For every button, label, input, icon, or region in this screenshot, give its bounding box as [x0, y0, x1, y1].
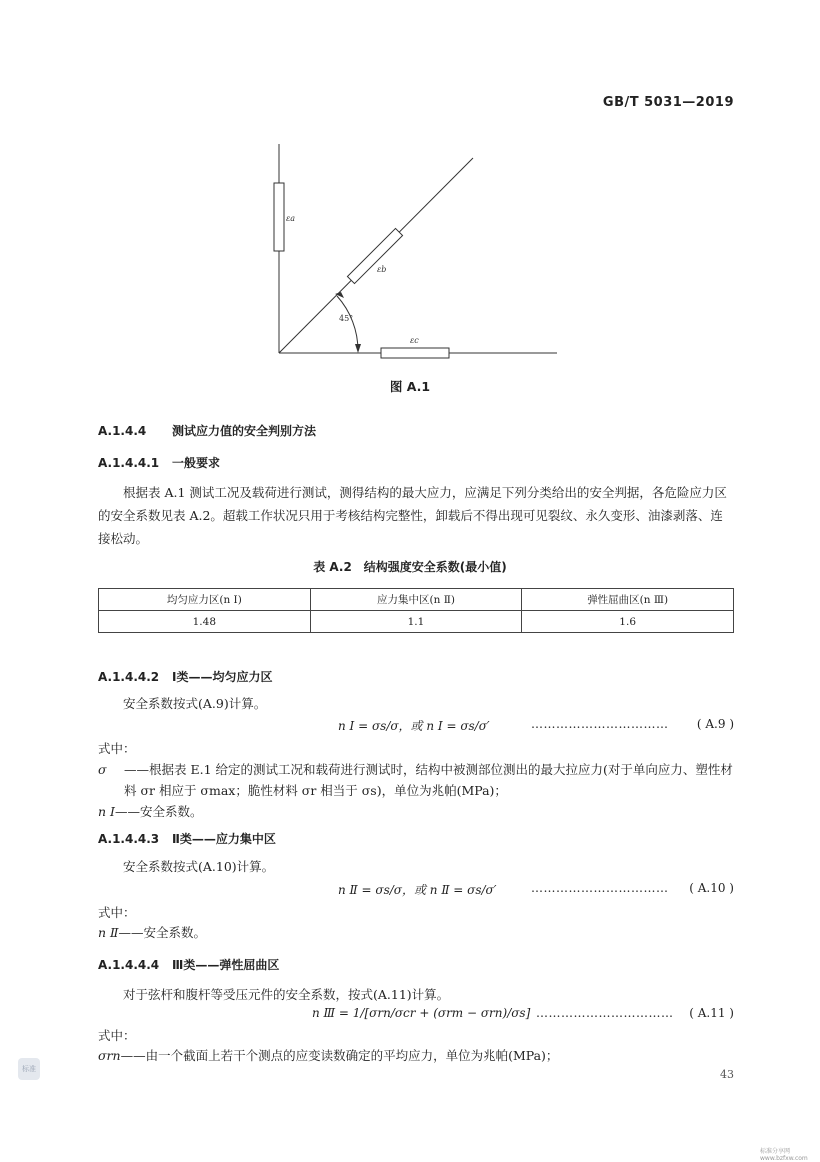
- gauge-a-label: εa: [286, 214, 296, 223]
- definition-text: ——由一个截面上若干个测点的应变读数确定的平均应力，单位为兆帕(MPa)；: [120, 1048, 559, 1063]
- angle-arc: [337, 296, 358, 351]
- definition-sigma-rn: [98, 1045, 734, 1066]
- gauge-a-rect: [274, 183, 284, 251]
- definition-text: ——安全系数。: [114, 804, 203, 819]
- equation-a11: n Ⅲ = 1/[σrn/σcr + (σrm − σrn)/σs]: [312, 1006, 531, 1020]
- section-heading-a14442: [98, 668, 272, 685]
- table-row: [99, 611, 734, 633]
- angle-label: 45°: [339, 314, 354, 323]
- definition-n1: [98, 801, 734, 822]
- page-number: 43: [720, 1068, 734, 1081]
- gauge-b-rect: [347, 228, 402, 283]
- equation-tag: ( A.10 ): [689, 881, 734, 895]
- table-cell: 1.48: [99, 611, 311, 633]
- table-header-row: [99, 589, 734, 611]
- general-requirements-paragraph: 根据表 A.1 测试工况及载荷进行测试，测得结构的最大应力，应满足下列分类给出的安全判据，各危险应力区的安全系数见表 A.2。超载工作状况只用于考核结构完整性，卸载后不得出现可见裂纹、永久变形、油漆剥落、连接松动。: [98, 485, 727, 546]
- table-caption: 表 A.2 结构强度安全系数(最小值): [313, 560, 507, 574]
- equation-intro: 安全系数按式(A.10)计算。: [123, 859, 275, 874]
- table-cell: 1.1: [310, 611, 522, 633]
- definition-text: ——安全系数。: [118, 925, 207, 940]
- section-title: Ⅱ类——应力集中区: [172, 832, 276, 846]
- section-number: A.1.4.4.4: [98, 958, 160, 972]
- standard-number: GB/T 5031—2019: [602, 95, 734, 110]
- section-heading-a1444: [98, 422, 316, 439]
- section-number: A.1.4.4.2: [98, 670, 160, 684]
- section-heading-a14441: [98, 454, 220, 471]
- gauge-c-rect: [381, 348, 449, 358]
- where-label: 式中：: [98, 905, 136, 920]
- figure-caption: 图 A.1: [389, 379, 431, 394]
- equation-intro: 对于弦杆和腹杆等受压元件的安全系数，按式(A.11)计算。: [123, 987, 450, 1002]
- where-label: 式中：: [98, 741, 136, 756]
- equation-a10: n Ⅱ = σs/σ，或 n Ⅱ = σs/σ′: [338, 883, 497, 897]
- equation-leader-dots: ……………………………: [531, 717, 669, 731]
- section-title: 测试应力值的安全判别方法: [172, 424, 317, 438]
- section-title: Ⅰ类——均匀应力区: [172, 670, 273, 684]
- equation-tag: ( A.9 ): [696, 717, 734, 731]
- where-label: 式中：: [98, 1028, 136, 1043]
- table-header-cell: 应力集中区(n Ⅱ): [310, 589, 522, 611]
- table-header-cell: 均匀应力区(n Ⅰ): [99, 589, 311, 611]
- definition-symbol: σrn: [98, 1048, 121, 1063]
- equation-leader-dots: ……………………………: [536, 1006, 674, 1020]
- definition-symbol: n Ⅰ: [98, 804, 115, 819]
- gauge-c-label: εc: [410, 336, 419, 345]
- table-cell: 1.6: [522, 611, 734, 633]
- definition-text: ——根据表 E.1 给定的测试工况和载荷进行测试时，结构中被测部位测出的最大拉应力(对于单向应力、塑性材料 σr 相应于 σmax；脆性材料 σr 相当于 σs)，单位为兆帕(MPa)；: [124, 762, 733, 798]
- section-number: A.1.4.4.3: [98, 832, 160, 846]
- definition-sigma: [98, 759, 734, 801]
- definition-symbol: σ: [98, 762, 107, 777]
- section-title: Ⅲ类——弹性屈曲区: [172, 958, 280, 972]
- section-number: A.1.4.4: [98, 424, 147, 438]
- section-title: 一般要求: [172, 456, 221, 470]
- table-header-cell: 弹性屈曲区(n Ⅲ): [522, 589, 734, 611]
- section-heading-a14443: [98, 830, 276, 847]
- equation-a9: n Ⅰ = σs/σ，或 n Ⅰ = σs/σ′: [338, 719, 490, 733]
- equation-tag: ( A.11 ): [689, 1006, 734, 1020]
- section-number: A.1.4.4.1: [98, 456, 160, 470]
- safety-factor-table: [98, 588, 734, 633]
- watermark: 标准分享网 www.bzfxw.com: [760, 1148, 808, 1162]
- publisher-logo: 标准: [18, 1058, 40, 1080]
- gauge-b-label: εb: [377, 265, 387, 274]
- strain-rosette-figure: [255, 138, 575, 363]
- definition-symbol: n Ⅱ: [98, 925, 119, 940]
- angle-arrowhead: [355, 344, 361, 353]
- equation-leader-dots: ……………………………: [531, 881, 669, 895]
- section-heading-a14444: [98, 956, 279, 973]
- equation-intro: 安全系数按式(A.9)计算。: [123, 696, 267, 711]
- definition-n2: [98, 922, 734, 943]
